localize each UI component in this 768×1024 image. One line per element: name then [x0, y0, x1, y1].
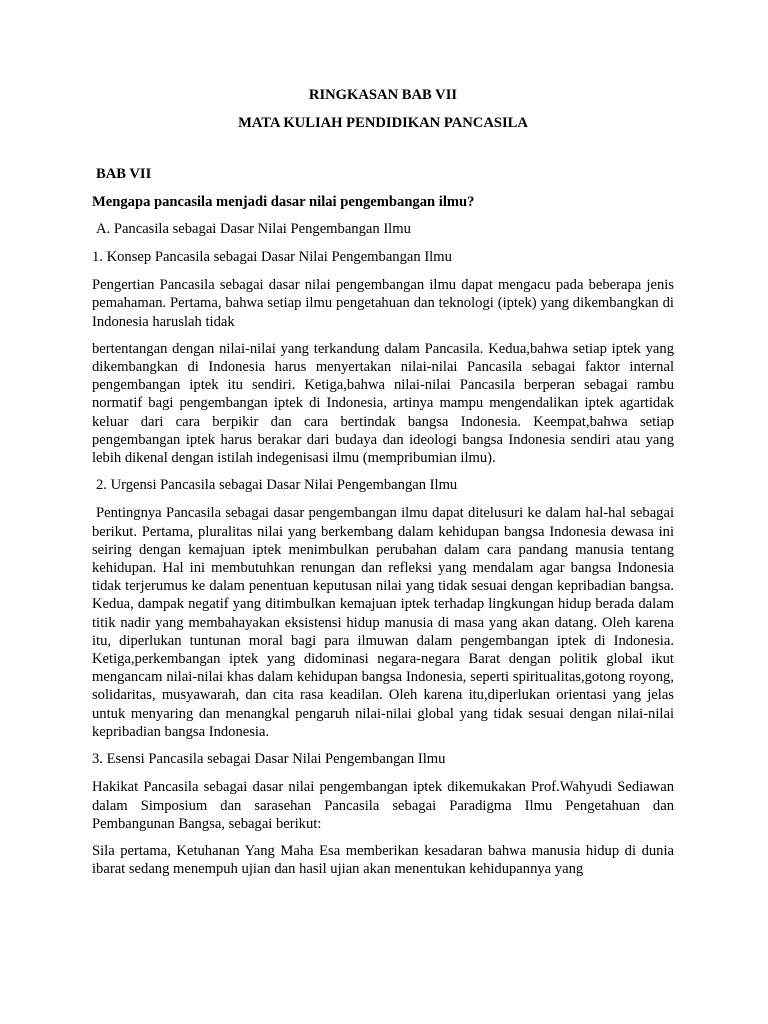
paragraph-4: Hakikat Pancasila sebagai dasar nilai pengembangan iptek dikemukakan Prof.Wahyudi Sediawan dalam Simposium dan sarasehan Pancasila sebagai Paradigma Ilmu Pengetahuan dan Pembangunan Bangsa, sebagai berikut: [92, 779, 674, 832]
subsection-1-heading: 1. Konsep Pancasila sebagai Dasar Nilai Pengembangan Ilmu [92, 249, 452, 266]
document-title: RINGKASAN BAB VII [308, 87, 458, 103]
paragraph-1: Pengertian Pancasila sebagai dasar nilai pengembangan ilmu dapat mengacu pada beberapa jenis pemahaman. Pertama, bahwa setiap ilmu pengetahuan dan teknologi (iptek) yang dikembangkan di Indonesia haruslah tidak [92, 277, 674, 330]
chapter-question: Mengapa pancasila menjadi dasar nilai pengembangan ilmu? [92, 193, 475, 210]
chapter-heading: BAB VII [96, 166, 152, 183]
paragraph-3: Pentingnya Pancasila sebagai dasar pengembangan ilmu dapat ditelusuri ke dalam hal-hal sebagai berikut. Pertama, pluralitas nilai yang berkembang dalam kehidupan bangsa Indonesia dewasa ini seiring dengan kemajuan iptek menimbulkan perubahan dalam cara pandang manusia tentang kehidupan. Hal ini membutuhkan renungan dan refleksi yang mendalam agar bangsa Indonesia tidak terjerumus ke dalam penentuan keputusan nilai yang tidak sesuai dengan kepribadian bangsa. Kedua, dampak negatif yang ditimbulkan kemajuan iptek terhadap lingkungan hidup berada dalam titik nadir yang membahayakan eksistensi hidup manusia di masa yang akan datang. Oleh karena itu, diperlukan tuntunan moral bagi para ilmuwan dalam pengembangan iptek di Indonesia. Ketiga,perkembangan iptek yang didominasi negara-negara Barat dengan politik global ikut mengancam nilai-nilai khas dalam kehidupan bangsa Indonesia, seperti spiritualitas,gotong royong, solidaritas, musyawarah, dan cita rasa keadilan. Oleh karena itu,diperlukan orientasi yang jelas untuk menyaring dan menangkal pengaruh nilai-nilai global yang tidak sesuai dengan nilai-nilai kepribadian bangsa Indonesia. [92, 505, 674, 740]
subsection-2-heading: 2. Urgensi Pancasila sebagai Dasar Nilai Pengembangan Ilmu [96, 477, 458, 494]
section-a-heading: A. Pancasila sebagai Dasar Nilai Pengembangan Ilmu [96, 220, 411, 237]
paragraph-2: bertentangan dengan nilai-nilai yang terkandung dalam Pancasila. Kedua,bahwa setiap iptek yang dikembangkan di Indonesia harus menyertakan nilai-nilai Pancasila sebagai faktor internal pengembangan iptek itu sendiri. Ketiga,bahwa nilai-nilai Pancasila berperan sebagai rambu normatif bagi pengembangan iptek di Indonesia, artinya mampu mengendalikan iptek agartidak keluar dari cara berpikir dan cara bertindak bangsa Indonesia. Keempat,bahwa setiap pengembangan iptek harus berakar dari budaya dan ideologi bangsa Indonesia sendiri atau yang lebih dikenal dengan istilah indegenisasi ilmu (mempribumian ilmu). [92, 340, 674, 467]
document-subtitle: MATA KULIAH PENDIDIKAN PANCASILA [238, 115, 528, 132]
subsection-3-heading: 3. Esensi Pancasila sebagai Dasar Nilai Pengembangan Ilmu [92, 751, 446, 768]
paragraph-5: Sila pertama, Ketuhanan Yang Maha Esa memberikan kesadaran bahwa manusia hidup di dunia ibarat sedang menempuh ujian dan hasil ujian akan menentukan kehidupannya yang [92, 842, 674, 878]
document-page [92, 86, 674, 887]
